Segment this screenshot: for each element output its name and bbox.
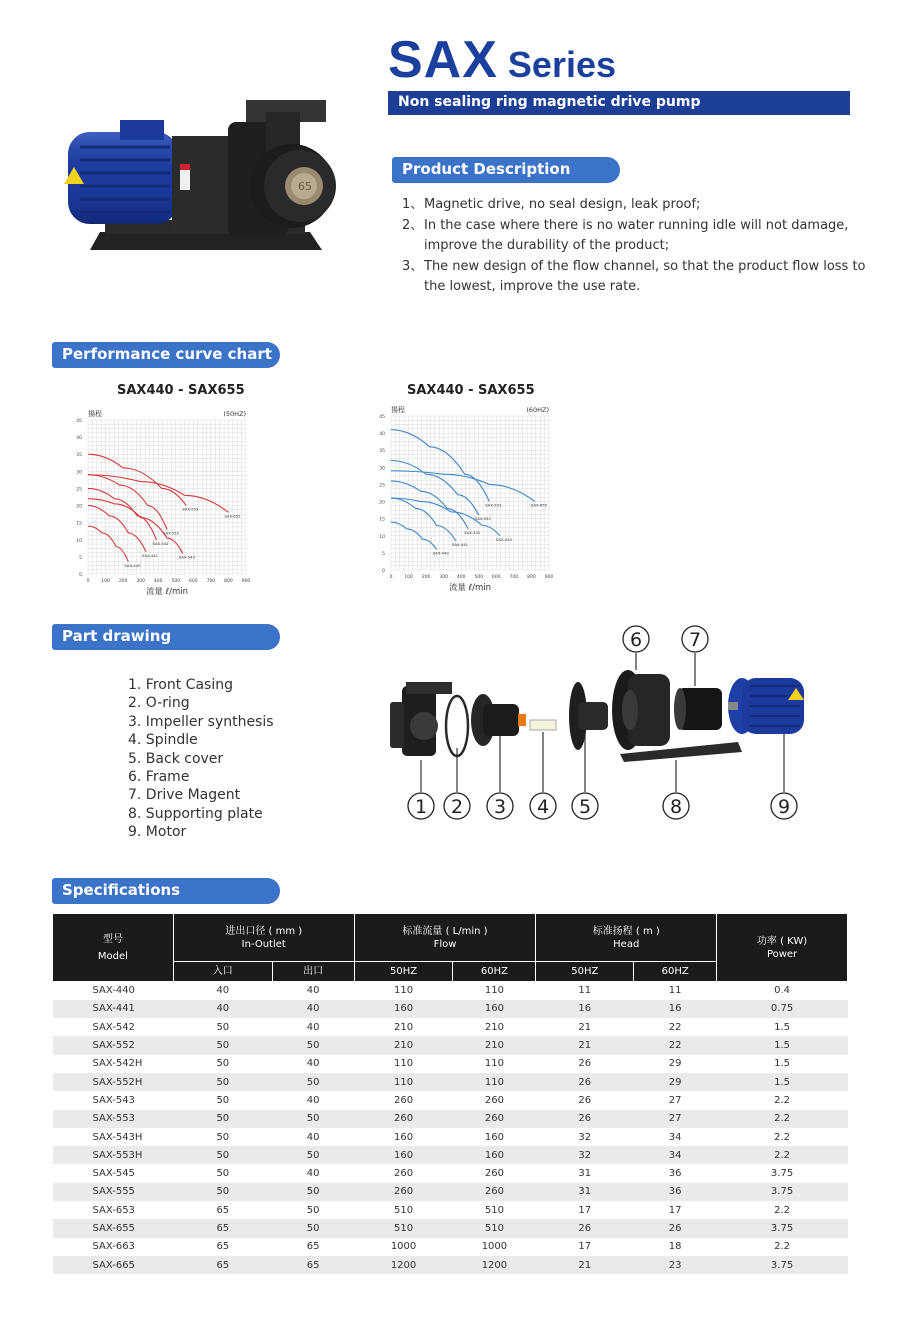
cell-flow-50hz: 1200 xyxy=(354,1256,453,1274)
header-flow-50hz: 50HZ xyxy=(354,962,453,982)
cell-outlet: 40 xyxy=(272,1000,354,1018)
section-specifications: Specifications xyxy=(52,878,280,904)
cell-model: SAX-440 xyxy=(92,985,135,997)
table-row xyxy=(53,1073,848,1091)
cell-outlet: 40 xyxy=(306,1058,320,1070)
header-model xyxy=(53,914,174,982)
cell-flow-60hz: 110 xyxy=(484,1058,504,1070)
cell-head-50hz: 21 xyxy=(578,1021,592,1033)
cell-flow-60hz: 510 xyxy=(453,1219,536,1237)
cell-head-50hz: 32 xyxy=(578,1131,592,1143)
cell-inlet: 50 xyxy=(216,1131,230,1143)
cell-flow-60hz: 1200 xyxy=(453,1256,536,1274)
table-row xyxy=(53,1146,848,1164)
callout-4 xyxy=(530,793,556,819)
callout-1-label: 1 xyxy=(414,796,428,818)
cell-flow-50hz: 510 xyxy=(354,1219,453,1237)
callout-6 xyxy=(623,626,649,652)
x-tick-label: 300 xyxy=(439,575,448,580)
cell-flow-60hz: 260 xyxy=(453,1110,536,1128)
y-tick-label: 35 xyxy=(76,453,82,459)
table-row xyxy=(53,1201,848,1219)
curve-label: SAX-552 xyxy=(163,530,180,536)
cell-head-50hz: 26 xyxy=(578,1094,592,1106)
description-num: 3、 xyxy=(402,258,424,274)
cell-model: SAX-663 xyxy=(92,1241,135,1253)
cell-flow-50hz: 210 xyxy=(354,1036,453,1054)
cell-flow-50hz: 260 xyxy=(393,1094,414,1106)
header-inout-cn: 进出口径 ( mm ) xyxy=(225,925,303,937)
header-head-en: Head xyxy=(613,938,640,950)
parts-list-item: 7. Drive Magent xyxy=(128,787,241,804)
curve-sax-543 xyxy=(88,499,183,554)
table-row xyxy=(53,1219,848,1237)
y-tick-label: 20 xyxy=(379,500,385,506)
cell-model: SAX-441 xyxy=(53,1000,174,1018)
cell-head-50hz: 16 xyxy=(536,1000,634,1018)
callout-7-label: 7 xyxy=(688,629,702,651)
cell-outlet: 50 xyxy=(272,1036,354,1054)
cell-head-50hz: 11 xyxy=(578,985,592,997)
y-tick-label: 40 xyxy=(379,432,385,438)
curve-label: SAX-542 xyxy=(152,540,169,546)
drive-magnet-part xyxy=(674,688,722,730)
motor-part xyxy=(728,678,804,734)
cell-flow-50hz: 260 xyxy=(354,1183,453,1201)
x-tick-label: 200 xyxy=(421,575,431,580)
cell-flow-50hz: 160 xyxy=(354,1146,453,1164)
impeller-part xyxy=(471,694,526,746)
callout-1 xyxy=(408,793,434,819)
cell-head-50hz: 32 xyxy=(536,1146,634,1164)
cell-flow-60hz: 260 xyxy=(484,1094,504,1106)
spec-table-body xyxy=(53,982,848,1275)
cell-head-60hz: 34 xyxy=(634,1146,717,1164)
cell-model: SAX-542H xyxy=(92,1058,143,1070)
x-tick-label: 900 xyxy=(241,579,251,584)
parts-list-item: 2. O-ring xyxy=(128,695,190,712)
cell-flow-60hz: 260 xyxy=(484,1168,504,1180)
cell-inlet: 50 xyxy=(173,1146,272,1164)
back-cover-part xyxy=(569,682,608,750)
cell-inlet: 40 xyxy=(216,985,230,997)
y-tick-label: 15 xyxy=(379,517,385,523)
cell-inlet: 65 xyxy=(173,1256,272,1274)
cell-flow-50hz: 160 xyxy=(393,1131,414,1143)
cell-model: SAX-553 xyxy=(53,1110,174,1128)
cell-flow-60hz: 160 xyxy=(453,1000,536,1018)
cell-flow-60hz: 1000 xyxy=(481,1241,508,1253)
cell-model: SAX-542 xyxy=(92,1021,135,1033)
cell-head-60hz: 26 xyxy=(634,1219,717,1237)
table-row xyxy=(53,1000,848,1018)
cell-head-50hz: 26 xyxy=(536,1219,634,1237)
parts-list-item: 9. Motor xyxy=(128,824,187,841)
cell-head-50hz: 31 xyxy=(536,1183,634,1201)
description-list xyxy=(402,195,882,298)
header-power-cn: 功率 ( KW) xyxy=(756,935,808,947)
x-tick-label: 600 xyxy=(189,579,198,584)
callout-4-label: 4 xyxy=(536,796,550,818)
cell-power: 1.5 xyxy=(774,1058,790,1070)
parts-list-item: 6. Frame xyxy=(128,769,190,786)
description-item xyxy=(402,195,882,216)
description-text: In the case where there is no water running idle will not damage, improve the durability of the product; xyxy=(424,217,849,253)
callout-8 xyxy=(663,793,689,819)
header-head-60hz: 60HZ xyxy=(634,962,717,982)
section-performance: Performance curve chart xyxy=(52,342,280,368)
cell-power: 3.75 xyxy=(770,1168,794,1180)
description-item xyxy=(402,257,882,298)
frequency-label: (60HZ) xyxy=(526,406,549,414)
y-axis-label: 揚程 xyxy=(391,406,405,414)
table-row xyxy=(53,1055,848,1073)
cell-flow-60hz: 210 xyxy=(484,1021,504,1033)
callout-5-label: 5 xyxy=(578,796,592,818)
cell-power: 0.75 xyxy=(717,1000,848,1018)
cell-inlet: 65 xyxy=(216,1204,230,1216)
cell-flow-50hz: 110 xyxy=(393,1058,414,1070)
cell-head-60hz: 17 xyxy=(668,1204,682,1216)
section-product-description: Product Description xyxy=(392,157,620,183)
table-row xyxy=(53,1091,848,1109)
cell-head-60hz: 23 xyxy=(634,1256,717,1274)
x-tick-label: 500 xyxy=(474,575,484,580)
cell-head-50hz: 26 xyxy=(578,1058,592,1070)
description-text: The new design of the flow channel, so that the product flow loss to the lowest, improve the use rate. xyxy=(424,258,866,294)
curve-label: SAX-655 xyxy=(224,513,241,519)
cell-model: SAX-545 xyxy=(92,1168,135,1180)
cell-head-60hz: 36 xyxy=(668,1168,682,1180)
y-tick-label: 25 xyxy=(76,487,82,493)
cell-head-60hz: 29 xyxy=(668,1058,682,1070)
cell-model: SAX-553H xyxy=(53,1146,174,1164)
cell-power: 2.2 xyxy=(774,1204,790,1216)
cell-model: SAX-655 xyxy=(53,1219,174,1237)
table-row xyxy=(53,1036,848,1054)
curve-label: SAX-542 xyxy=(464,529,481,535)
y-tick-label: 45 xyxy=(379,415,385,420)
cell-model: SAX-665 xyxy=(53,1256,174,1274)
cell-flow-50hz: 210 xyxy=(393,1021,414,1033)
cell-flow-50hz: 110 xyxy=(393,985,414,997)
cell-head-50hz: 17 xyxy=(578,1241,592,1253)
table-row xyxy=(53,1256,848,1274)
table-row xyxy=(53,982,848,1000)
cell-head-60hz: 18 xyxy=(668,1241,682,1253)
x-tick-label: 900 xyxy=(544,575,554,580)
table-row xyxy=(53,1164,848,1182)
x-tick-label: 400 xyxy=(153,579,163,584)
header-power-en: Power xyxy=(766,948,798,960)
cell-flow-60hz: 160 xyxy=(453,1146,536,1164)
y-tick-label: 0 xyxy=(79,573,82,578)
cell-flow-50hz: 1000 xyxy=(390,1241,417,1253)
y-tick-label: 5 xyxy=(382,551,385,557)
header-flow xyxy=(354,914,536,962)
curve-sax-441 xyxy=(391,498,456,541)
cell-head-60hz: 36 xyxy=(634,1183,717,1201)
cell-head-60hz: 29 xyxy=(634,1073,717,1091)
cell-head-50hz: 31 xyxy=(578,1168,592,1180)
cell-power: 2.2 xyxy=(774,1131,790,1143)
y-tick-label: 0 xyxy=(382,569,385,574)
cell-outlet: 65 xyxy=(306,1241,320,1253)
x-tick-label: 800 xyxy=(527,575,536,580)
y-tick-label: 45 xyxy=(76,419,82,424)
x-tick-label: 0 xyxy=(86,579,90,584)
description-num: 1、 xyxy=(402,197,424,212)
cell-head-50hz: 17 xyxy=(578,1204,592,1216)
cell-flow-50hz: 260 xyxy=(354,1110,453,1128)
cell-flow-50hz: 260 xyxy=(393,1168,414,1180)
series-title xyxy=(388,30,850,90)
series-brand: SAX xyxy=(388,31,498,89)
front-casing-part xyxy=(390,682,452,756)
cell-power: 2.2 xyxy=(717,1110,848,1128)
frequency-label: (50HZ) xyxy=(223,410,246,418)
table-row xyxy=(53,1110,848,1128)
cell-outlet: 40 xyxy=(306,1131,320,1143)
x-tick-label: 800 xyxy=(224,579,233,584)
cell-outlet: 50 xyxy=(272,1219,354,1237)
x-axis-label: 流量 ℓ/min xyxy=(448,583,492,593)
y-tick-label: 35 xyxy=(379,449,385,455)
callout-7 xyxy=(682,626,708,652)
header-model-en: Model xyxy=(97,950,128,962)
cell-head-60hz: 22 xyxy=(634,1036,717,1054)
header-inout xyxy=(173,914,354,962)
cell-flow-60hz: 210 xyxy=(453,1036,536,1054)
cell-model: SAX-552 xyxy=(53,1036,174,1054)
cell-power: 3.75 xyxy=(717,1219,848,1237)
cell-outlet: 40 xyxy=(306,1168,320,1180)
pump-image xyxy=(60,92,350,262)
cell-head-50hz: 26 xyxy=(536,1073,634,1091)
cell-flow-60hz: 110 xyxy=(484,985,504,997)
cell-model: SAX-555 xyxy=(53,1183,174,1201)
y-tick-label: 30 xyxy=(379,466,385,472)
x-tick-label: 200 xyxy=(118,579,128,584)
callout-2 xyxy=(444,793,470,819)
header-flow-60hz: 60HZ xyxy=(453,962,536,982)
callout-6-label: 6 xyxy=(629,629,643,651)
curve-label: SAX-440 xyxy=(124,563,141,569)
y-tick-label: 30 xyxy=(76,470,82,476)
cell-power: 1.5 xyxy=(717,1036,848,1054)
cell-power: 3.75 xyxy=(717,1256,848,1274)
callout-8-label: 8 xyxy=(669,796,683,818)
parts-list xyxy=(128,676,348,842)
description-num: 2、 xyxy=(402,217,424,233)
cell-inlet: 50 xyxy=(216,1094,230,1106)
cell-head-50hz: 21 xyxy=(536,1256,634,1274)
y-tick-label: 40 xyxy=(76,436,82,442)
y-tick-label: 10 xyxy=(76,538,82,544)
y-tick-label: 25 xyxy=(379,483,385,489)
header-out: 出口 xyxy=(272,962,354,982)
cell-flow-60hz: 160 xyxy=(484,1131,504,1143)
frame-part xyxy=(612,670,670,750)
description-item xyxy=(402,216,882,257)
curve-label: SAX-441 xyxy=(451,541,469,547)
parts-list-item: 3. Impeller synthesis xyxy=(128,713,274,730)
cell-flow-60hz: 110 xyxy=(453,1073,536,1091)
cell-outlet: 50 xyxy=(306,1204,320,1216)
cell-outlet: 40 xyxy=(306,985,320,997)
x-tick-label: 100 xyxy=(404,575,413,580)
callout-3-label: 3 xyxy=(493,796,507,818)
x-tick-label: 700 xyxy=(206,579,216,584)
x-tick-label: 300 xyxy=(136,579,145,584)
cell-inlet: 40 xyxy=(173,1000,272,1018)
cell-inlet: 50 xyxy=(173,1073,272,1091)
parts-list-item: 8. Supporting plate xyxy=(128,805,263,822)
cell-head-60hz: 27 xyxy=(668,1094,682,1106)
chart-60hz-title: SAX440 - SAX655 xyxy=(407,383,535,398)
cell-model: SAX-653 xyxy=(92,1204,135,1216)
table-row xyxy=(53,1238,848,1256)
section-part-drawing: Part drawing xyxy=(52,624,280,650)
chart-60hz xyxy=(365,398,565,598)
curve-label: SAX-441 xyxy=(141,552,159,558)
chart-grid xyxy=(391,416,549,570)
table-row xyxy=(53,1183,848,1201)
chart-50hz xyxy=(62,402,262,598)
cell-flow-50hz: 160 xyxy=(354,1000,453,1018)
header-head-cn: 标准扬程 ( m ) xyxy=(592,925,660,937)
curve-label: SAX-552 xyxy=(474,516,491,522)
curve-label: SAX-553 xyxy=(485,502,502,508)
x-tick-label: 0 xyxy=(389,575,393,580)
cell-head-60hz: 34 xyxy=(668,1131,682,1143)
cell-model: SAX-543H xyxy=(92,1131,143,1143)
pump-port-label: 65 xyxy=(298,180,312,193)
cell-head-50hz: 21 xyxy=(536,1036,634,1054)
parts-list-item: 5. Back cover xyxy=(128,750,224,767)
parts-list-item: 1. Front Casing xyxy=(128,677,233,693)
cell-head-60hz: 16 xyxy=(634,1000,717,1018)
y-tick-label: 15 xyxy=(76,521,82,527)
cell-inlet: 65 xyxy=(173,1219,272,1237)
y-tick-label: 5 xyxy=(79,555,82,561)
cell-inlet: 50 xyxy=(216,1168,230,1180)
cell-model: SAX-552H xyxy=(53,1073,174,1091)
cell-outlet: 50 xyxy=(272,1073,354,1091)
callout-3 xyxy=(487,793,513,819)
exploded-view xyxy=(380,620,830,830)
cell-head-50hz: 26 xyxy=(536,1110,634,1128)
description-text: Magnetic drive, no seal design, leak proof; xyxy=(424,197,701,212)
y-tick-label: 20 xyxy=(76,504,82,510)
cell-power: 2.2 xyxy=(774,1094,790,1106)
curve-label: SAX-553 xyxy=(182,506,199,512)
x-tick-label: 700 xyxy=(509,575,519,580)
table-row xyxy=(53,1018,848,1036)
cell-outlet: 40 xyxy=(306,1021,320,1033)
series-word: Series xyxy=(507,44,617,85)
callout-5 xyxy=(572,793,598,819)
cell-outlet: 65 xyxy=(272,1256,354,1274)
cell-flow-60hz: 510 xyxy=(484,1204,504,1216)
callout-2-label: 2 xyxy=(450,796,464,818)
header-model-cn: 型号 xyxy=(102,933,123,945)
curve-label: SAX-543 xyxy=(178,554,195,560)
header-in: 入口 xyxy=(173,962,272,982)
cell-head-60hz: 27 xyxy=(634,1110,717,1128)
parts-list-item: 4. Spindle xyxy=(128,732,198,749)
cell-head-60hz: 11 xyxy=(668,985,682,997)
series-tagline: Non sealing ring magnetic drive pump xyxy=(388,91,850,115)
callout-9-label: 9 xyxy=(777,796,791,818)
cell-inlet: 50 xyxy=(173,1183,272,1201)
cell-power: 1.5 xyxy=(774,1021,790,1033)
cell-outlet: 50 xyxy=(272,1110,354,1128)
cell-inlet: 50 xyxy=(173,1110,272,1128)
cell-head-60hz: 22 xyxy=(668,1021,682,1033)
curve-label: SAX-440 xyxy=(432,550,449,556)
x-tick-label: 500 xyxy=(171,579,181,584)
cell-inlet: 65 xyxy=(216,1241,230,1253)
cell-flow-60hz: 260 xyxy=(453,1183,536,1201)
header-flow-en: Flow xyxy=(433,938,457,950)
x-tick-label: 100 xyxy=(101,579,110,584)
header-inout-en: In-Outlet xyxy=(241,938,286,950)
curve-label: SAX-543 xyxy=(495,536,512,542)
cell-flow-50hz: 510 xyxy=(393,1204,414,1216)
x-axis-label: 流量 ℓ/min xyxy=(145,587,189,597)
x-tick-label: 400 xyxy=(456,575,466,580)
chart-50hz-title: SAX440 - SAX655 xyxy=(117,383,245,398)
cell-flow-50hz: 110 xyxy=(354,1073,453,1091)
cell-power: 3.75 xyxy=(717,1183,848,1201)
cell-power: 1.5 xyxy=(717,1073,848,1091)
header-power xyxy=(717,914,848,982)
curve-label: SAX-655 xyxy=(530,502,548,508)
o-ring-part xyxy=(446,696,468,756)
spec-table xyxy=(52,913,848,1274)
header-flow-cn: 标准流量 ( L/min ) xyxy=(402,925,488,937)
cell-inlet: 50 xyxy=(173,1036,272,1054)
cell-inlet: 50 xyxy=(216,1021,230,1033)
header-head-50hz: 50HZ xyxy=(536,962,634,982)
cell-power: 2.2 xyxy=(717,1146,848,1164)
cell-power: 0.4 xyxy=(774,985,790,997)
y-tick-label: 10 xyxy=(379,534,385,540)
x-tick-label: 600 xyxy=(492,575,501,580)
cell-outlet: 40 xyxy=(306,1094,320,1106)
cell-model: SAX-543 xyxy=(92,1094,135,1106)
cell-outlet: 50 xyxy=(272,1183,354,1201)
cell-power: 2.2 xyxy=(774,1241,790,1253)
header-head xyxy=(536,914,717,962)
spindle-part xyxy=(530,720,556,730)
cell-inlet: 50 xyxy=(216,1058,230,1070)
callout-9 xyxy=(771,793,797,819)
cell-outlet: 50 xyxy=(272,1146,354,1164)
table-row xyxy=(53,1128,848,1146)
y-axis-label: 揚程 xyxy=(88,410,102,418)
